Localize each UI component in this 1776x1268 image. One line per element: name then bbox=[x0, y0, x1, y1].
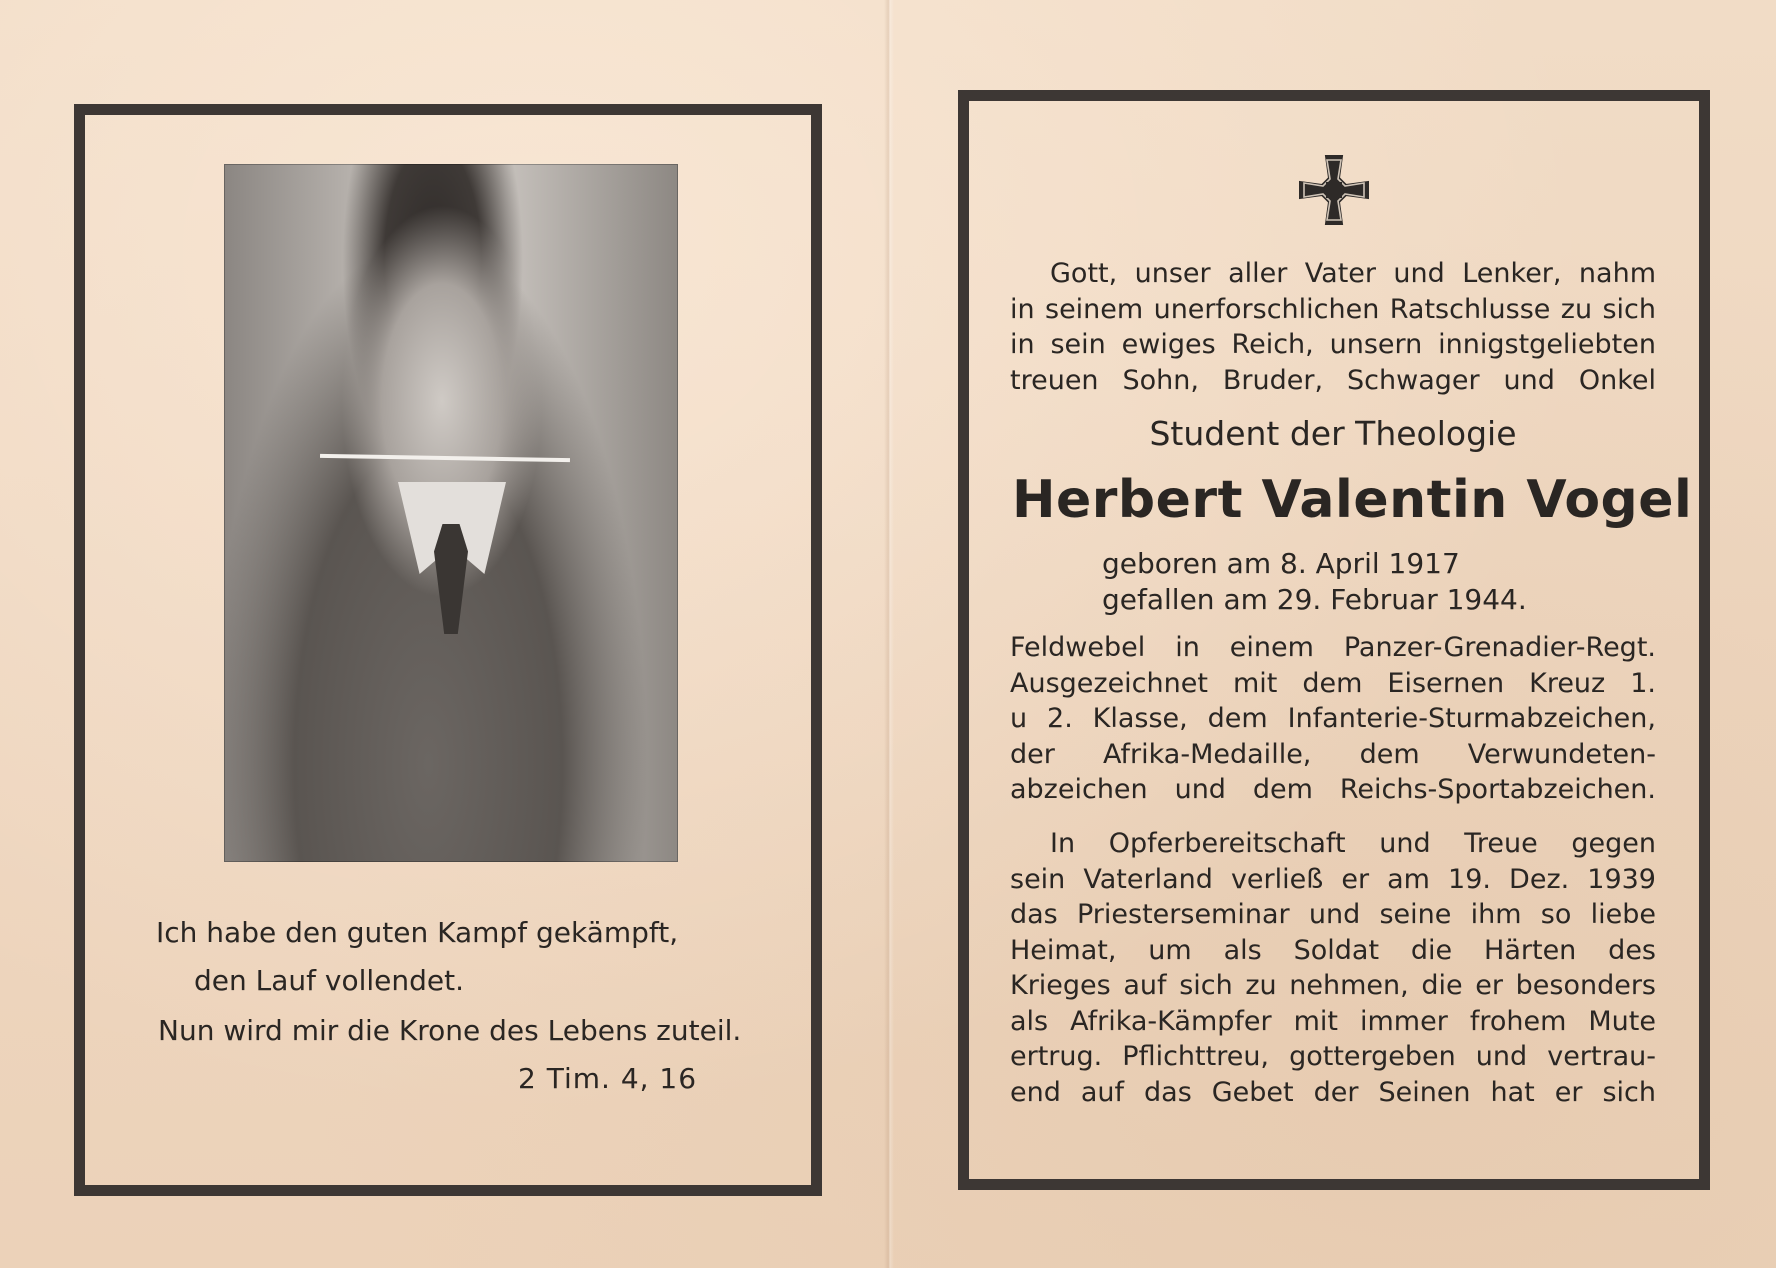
tribute-line-4: Heimat, um als Soldat die Härten des bbox=[1010, 934, 1656, 966]
service-line-1: Feldwebel in einem Panzer-Grenadier-Regt. bbox=[1010, 632, 1656, 663]
service-line-3: u 2. Klasse, dem Infanterie-Sturmabzeichen, bbox=[1010, 703, 1656, 734]
profession-title: Student der Theologie bbox=[1149, 414, 1517, 453]
service-line-4: der Afrika-Medaille, dem Verwundeten- bbox=[1010, 738, 1656, 770]
tribute-line-3: das Priesterseminar und seine ihm so liebe bbox=[1010, 899, 1656, 930]
intro-line-1: Gott, unser aller Vater und Lenker, nahm bbox=[1050, 258, 1656, 289]
verse-line-2: den Lauf vollendet. bbox=[194, 964, 465, 997]
deceased-name: Herbert Valentin Vogel bbox=[1012, 470, 1693, 530]
verse-line-3: Nun wird mir die Krone des Lebens zuteil. bbox=[158, 1014, 742, 1047]
life-dates bbox=[1102, 546, 1527, 618]
verse-reference: 2 Tim. 4, 16 bbox=[518, 1062, 698, 1095]
tribute-line-5: Krieges auf sich zu nehmen, die er besonders bbox=[1010, 970, 1656, 1001]
intro-paragraph bbox=[1010, 256, 1656, 398]
verse-line-1: Ich habe den guten Kampf gekämpft, bbox=[156, 916, 679, 949]
tribute-line-1: In Opferbereitschaft und Treue gegen bbox=[1050, 828, 1656, 859]
intro-line-4: treuen Sohn, Bruder, Schwager und Onkel bbox=[1010, 364, 1656, 396]
tribute-paragraph bbox=[1010, 826, 1656, 1110]
tribute-line-7: ertrug. Pflichttreu, gottergeben und vertrau- bbox=[1010, 1041, 1656, 1072]
portrait-photo bbox=[224, 164, 678, 862]
service-line-5: abzeichen und dem Reichs-Sportabzeichen. bbox=[1010, 774, 1656, 805]
intro-line-2: in seinem unerforschlichen Ratschlusse zu sich bbox=[1010, 293, 1656, 325]
tribute-line-6: als Afrika-Kämpfer mit immer frohem Mute bbox=[1010, 1005, 1656, 1037]
service-line-2: Ausgezeichnet mit dem Eisernen Kreuz 1. bbox=[1010, 667, 1656, 699]
service-paragraph bbox=[1010, 630, 1656, 808]
portrait-tie bbox=[434, 524, 468, 634]
tribute-line-2: sein Vaterland verließ er am 19. Dez. 1939 bbox=[1010, 863, 1656, 895]
photo-scratch bbox=[320, 454, 570, 462]
death-date: gefallen am 29. Februar 1944. bbox=[1102, 583, 1527, 616]
intro-line-3: in sein ewiges Reich, unsern innigstgeliebten bbox=[1010, 329, 1656, 360]
birth-date: geboren am 8. April 1917 bbox=[1102, 547, 1460, 580]
iron-cross-icon bbox=[1296, 152, 1372, 228]
tribute-line-8: end auf das Gebet der Seinen hat er sich bbox=[1010, 1076, 1656, 1108]
